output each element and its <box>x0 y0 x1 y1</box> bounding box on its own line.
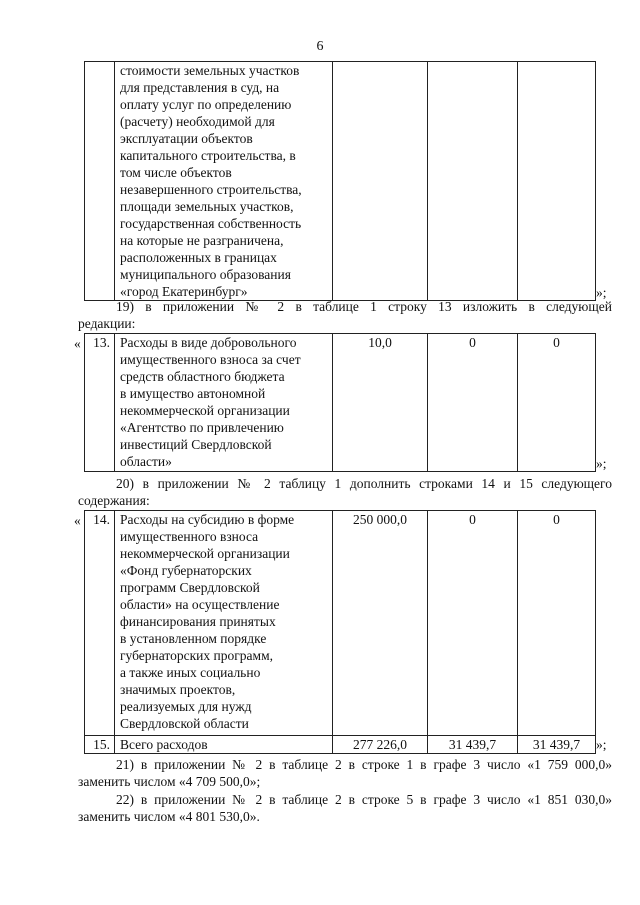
description-line: «Фонд губернаторских <box>120 563 252 578</box>
paragraph-line: 19) в приложении № 2 в таблице 1 строку 13 изложить в следующей <box>116 299 612 314</box>
value-cell: 0 <box>428 334 518 472</box>
value-cell: 31 439,7 <box>428 736 518 754</box>
description-line: реализуемых для нужд <box>120 699 252 714</box>
value-cell: 250 000,0 <box>333 511 428 736</box>
description-line: для представления в суд, на <box>120 80 280 95</box>
table-row <box>85 62 614 301</box>
value-cell <box>333 62 428 301</box>
description-line: имущественного взноса <box>120 529 259 544</box>
row-number: 13. <box>85 334 115 472</box>
description-line: расположенных в границах <box>120 250 277 265</box>
description-line: незавершенного строительства, <box>120 182 302 197</box>
description-line: имущественного взноса за счет <box>120 352 301 367</box>
closing-quote: »; <box>596 284 607 300</box>
row-number: 14. <box>85 511 115 736</box>
description-line: а также иных социально <box>120 665 261 680</box>
closing-quote: »; <box>596 455 607 471</box>
description-line: области» <box>120 454 172 469</box>
description-line: «Агентство по привлечению <box>120 420 284 435</box>
description-cell <box>115 62 333 301</box>
description-line: Расходы на субсидию в форме <box>120 512 295 527</box>
paragraph-line: 21) в приложении № 2 в таблице 2 в строке 1 в графе 3 число «1 759 000,0» <box>116 757 612 772</box>
paragraph-line: редакции: <box>78 316 136 331</box>
description-line: некоммерческой организации <box>120 403 290 418</box>
description-line: некоммерческой организации <box>120 546 290 561</box>
value-cell: 0 <box>518 334 596 472</box>
value-cell <box>428 62 518 301</box>
description-line: Свердловской области <box>120 716 249 731</box>
num-cell <box>85 62 115 301</box>
description-line: в установленном порядке <box>120 631 267 646</box>
description-line: эксплуатации объектов <box>120 131 253 146</box>
table-continuation <box>84 61 614 301</box>
value-cell: 0 <box>518 511 596 736</box>
closing-quote: »; <box>596 736 607 752</box>
description-line: капитального строительства, в <box>120 148 296 163</box>
description-line: в имущество автономной <box>120 386 266 401</box>
description-line: финансирования принятых <box>120 614 276 629</box>
description-line: губернаторских программ, <box>120 648 273 663</box>
value-cell: 31 439,7 <box>518 736 596 754</box>
paragraph-19 <box>78 298 612 332</box>
paragraph-21 <box>78 756 612 790</box>
paragraph-22 <box>78 791 612 825</box>
opening-quote: « <box>74 336 81 351</box>
paragraph-line: заменить числом «4 709 500,0»; <box>78 774 261 789</box>
value-cell: 10,0 <box>333 334 428 472</box>
description-line: «город Екатеринбург» <box>120 284 248 299</box>
table-rows-14-15 <box>84 510 614 754</box>
description-cell <box>115 511 333 736</box>
description-line: площади земельных участков, <box>120 199 294 214</box>
spacer-cell <box>596 511 614 736</box>
description-line: государственная собственность <box>120 216 302 231</box>
table-row-13 <box>84 333 614 472</box>
description-line: области» на осуществление <box>120 597 280 612</box>
paragraph-line: содержания: <box>78 493 150 508</box>
table-row <box>85 511 614 736</box>
description-line: муниципального образования <box>120 267 291 282</box>
description-line: средств областного бюджета <box>120 369 285 384</box>
table-row <box>85 334 614 472</box>
row-number: 15. <box>85 736 115 754</box>
value-cell: 277 226,0 <box>333 736 428 754</box>
paragraph-20 <box>78 475 612 509</box>
value-cell <box>518 62 596 301</box>
paragraph-line: заменить числом «4 801 530,0». <box>78 809 260 824</box>
description-cell: Всего расходов <box>115 736 333 754</box>
paragraph-line: 22) в приложении № 2 в таблице 2 в строке 5 в графе 3 число «1 851 030,0» <box>116 792 612 807</box>
value-cell: 0 <box>428 511 518 736</box>
page-number: 6 <box>316 39 324 54</box>
description-line: (расчету) необходимой для <box>120 114 275 129</box>
description-line: программ Свердловской <box>120 580 260 595</box>
description-cell <box>115 334 333 472</box>
description-line: том числе объектов <box>120 165 232 180</box>
description-line: оплату услуг по определению <box>120 97 292 112</box>
table-row <box>85 736 614 754</box>
description-line: инвестиций Свердловской <box>120 437 272 452</box>
opening-quote: « <box>74 513 81 528</box>
paragraph-line: 20) в приложении № 2 таблицу 1 дополнить строками 14 и 15 следующего <box>116 476 612 491</box>
description-line: стоимости земельных участков <box>120 63 300 78</box>
description-line: на которые не разграничена, <box>120 233 284 248</box>
description-line: Расходы в виде добровольного <box>120 335 297 350</box>
description-line: значимых проектов, <box>120 682 236 697</box>
